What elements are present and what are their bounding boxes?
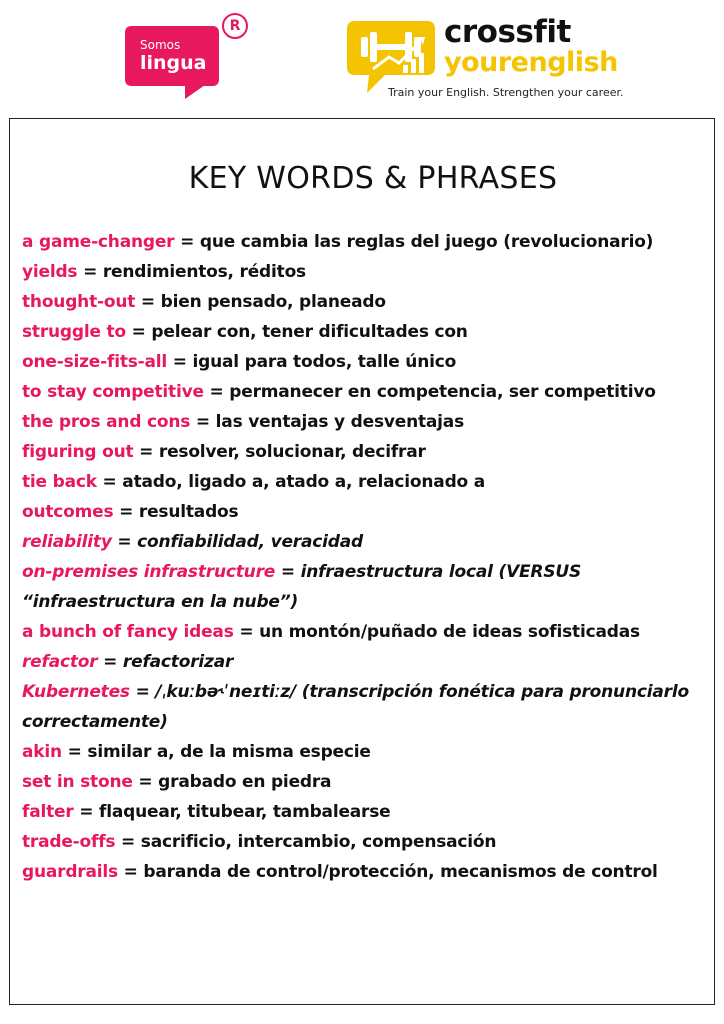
glossary-item [22,797,707,827]
glossary-term: struggle to [22,322,126,342]
glossary-definition: = flaquear, titubear, tambalearse [79,802,391,822]
glossary-term: tie back [22,472,97,492]
glossary-definition: = grabado en piedra [138,772,332,792]
glossary-definition: = confiabilidad, veracidad [117,532,363,552]
glossary-definition: = /ˌkuːbə˞ˈneɪtiːz/ (transcripción fonética para pronunciarlo correctamente) [22,682,689,732]
glossary-item [22,497,707,527]
glossary-item [22,377,707,407]
glossary-term: the pros and cons [22,412,191,432]
glossary-definition: = pelear con, tener dificultades con [131,322,468,342]
somos-lingua-logo [125,26,219,86]
glossary-item [22,737,707,767]
glossary-definition: = similar a, de la misma especie [67,742,371,762]
glossary-term: falter [22,802,74,822]
glossary-term: one-size-fits-all [22,352,168,372]
glossary-item [22,767,707,797]
glossary-list [22,227,707,887]
glossary-term: refactor [22,652,98,672]
glossary-definition: = que cambia las reglas del juego (revolucionario) [180,232,654,252]
glossary-item [22,827,707,857]
glossary-definition: = las ventajas y desventajas [195,412,464,432]
glossary-item [22,617,707,647]
dumbbell-growth-chart-icon [345,17,437,97]
glossary-term: figuring out [22,442,134,462]
glossary-item [22,677,707,737]
glossary-item [22,527,707,557]
glossary-definition: = rendimientos, réditos [83,262,306,282]
glossary-item [22,257,707,287]
glossary-term: outcomes [22,502,114,522]
glossary-definition: = sacrificio, intercambio, compensación [121,832,497,852]
glossary-definition: = igual para todos, talle único [172,352,457,372]
glossary-definition: = refactorizar [103,652,234,672]
glossary-item [22,227,707,257]
glossary-term: akin [22,742,62,762]
glossary-term: on-premises infrastructure [22,562,276,582]
glossary-definition: = permanecer en competencia, ser competitivo [209,382,656,402]
yourenglish-subtitle: yourenglish [444,47,618,78]
page-title: KEY WORDS & PHRASES [188,161,558,196]
registered-mark: R [222,13,248,39]
glossary-term: to stay competitive [22,382,204,402]
glossary-item [22,287,707,317]
glossary-item [22,857,707,887]
glossary-definition: = bien pensado, planeado [140,292,386,312]
glossary-term: guardrails [22,862,118,882]
crossfit-title: crossfit [444,14,571,50]
glossary-definition: = atado, ligado a, atado a, relacionado a [102,472,486,492]
glossary-item [22,317,707,347]
glossary-term: thought-out [22,292,136,312]
glossary-term: reliability [22,532,112,552]
glossary-item [22,407,707,437]
glossary-definition: = infraestructura local (VERSUS “infraestructura en la nube”) [22,562,582,612]
somos-logo-small-text: Somos [140,38,181,52]
somos-logo-big-text: lingua [140,52,207,74]
glossary-term: yields [22,262,78,282]
tagline: Train your English. Strengthen your career. [388,86,624,99]
glossary-item [22,647,707,677]
glossary-definition: = un montón/puñado de ideas sofisticadas [239,622,640,642]
glossary-term: trade-offs [22,832,116,852]
glossary-term: a game-changer [22,232,175,252]
glossary-definition: = resolver, solucionar, decifrar [139,442,426,462]
glossary-definition: = baranda de control/protección, mecanismos de control [123,862,658,882]
glossary-item [22,557,707,617]
glossary-term: a bunch of fancy ideas [22,622,234,642]
glossary-item [22,437,707,467]
glossary-definition: = resultados [119,502,239,522]
glossary-term: set in stone [22,772,133,792]
glossary-term: Kubernetes [22,682,130,702]
glossary-item [22,467,707,497]
glossary-item [22,347,707,377]
